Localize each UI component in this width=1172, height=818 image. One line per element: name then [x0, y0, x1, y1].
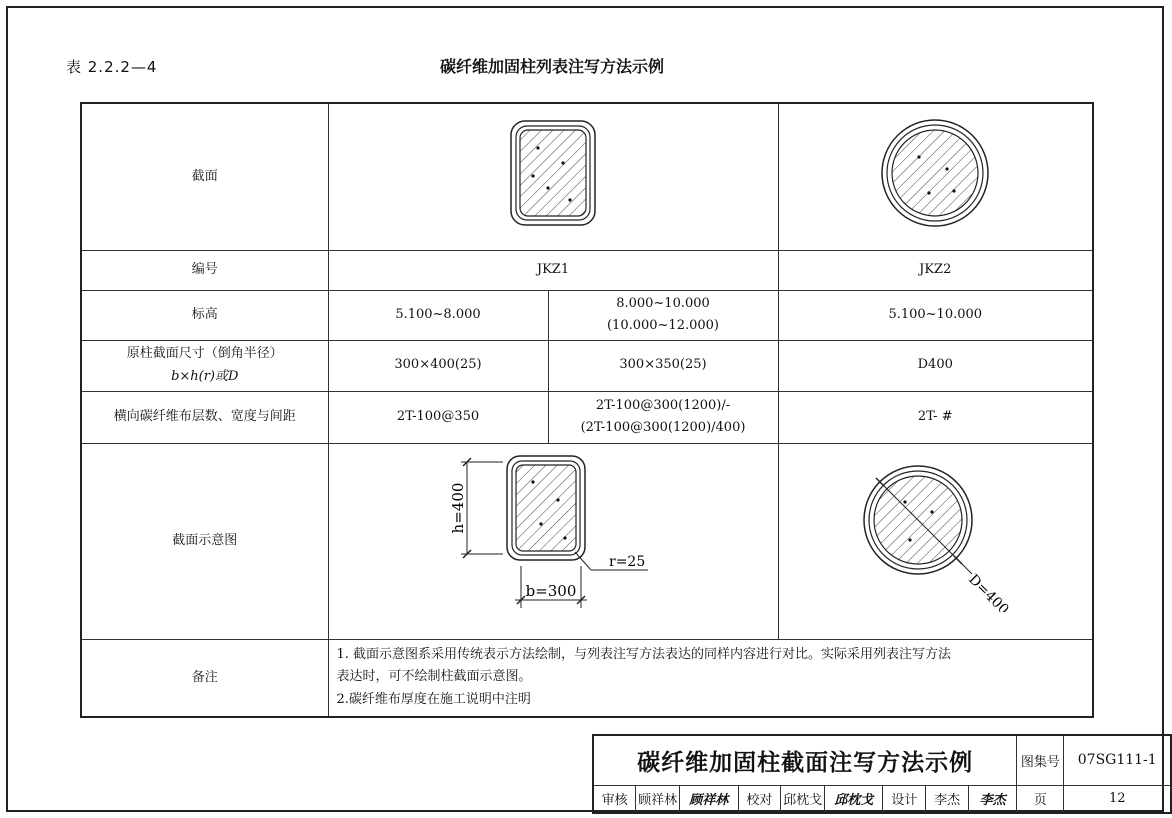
size-1: 300×400(25) [328, 340, 548, 391]
size-label-line1: 原柱截面尺寸（倒角半径） [126, 346, 283, 362]
note-1a: 1. 截面示意图系采用传统表示方法绘制，与列表注写方法表达的同样内容进行对比。实际采用列表注写方法 [336, 646, 952, 662]
notes-cell [328, 639, 1093, 717]
reviewer-signature: 顾祥林 [679, 785, 738, 813]
size-label [81, 340, 328, 391]
dim-r-label: r=25 [609, 553, 646, 570]
designer-signature: 李杰 [968, 785, 1016, 813]
size-2: 300×350(25) [548, 340, 778, 391]
circle-sketch-drawing [860, 462, 1010, 612]
id-jkz1: JKZ1 [328, 250, 778, 290]
elevation-2 [548, 290, 778, 340]
table-row [81, 250, 1093, 290]
table-row [81, 391, 1093, 443]
layers-2 [548, 391, 778, 443]
review-label: 审核 [593, 785, 636, 813]
elevation-1: 5.100~8.000 [328, 290, 548, 340]
check-label: 校对 [738, 785, 781, 813]
elevation-label: 标高 [81, 290, 328, 340]
dim-d-label: D=400 [965, 571, 1011, 612]
elevation-3: 5.100~10.000 [778, 290, 1093, 340]
drawing-title: 碳纤维加固柱截面注写方法示例 [593, 735, 1017, 785]
rect-sketch-drawing [423, 452, 683, 622]
checker-signature: 邱枕戈 [824, 785, 883, 813]
page-label: 页 [1017, 785, 1064, 813]
notes-label: 备注 [81, 639, 328, 717]
layers-3: 2T- # [778, 391, 1093, 443]
page-number: 12 [1064, 785, 1171, 813]
layers-2a: 2T-100@300(1200)/- [595, 397, 731, 413]
table-row [81, 290, 1093, 340]
dim-b-label: b=300 [525, 581, 577, 600]
table-row [81, 103, 1093, 250]
reviewer-name: 顾祥林 [636, 785, 680, 813]
title-block [592, 734, 1172, 814]
elevation-2a: 8.000~10.000 [616, 295, 710, 311]
section-label: 截面 [81, 103, 328, 250]
section-jkz1-cell [328, 103, 778, 250]
table-number: 表 2.2.2—4 [66, 58, 158, 76]
note-2: 2.碳纤维布厚度在施工说明中注明 [336, 692, 531, 708]
rect-section-icon [508, 118, 598, 228]
layers-1: 2T-100@350 [328, 391, 548, 443]
note-1b: 表达时，可不绘制柱截面示意图。 [336, 669, 532, 685]
id-jkz2: JKZ2 [778, 250, 1093, 290]
sketch-jkz1-cell [328, 443, 778, 639]
sketch-label: 截面示意图 [81, 443, 328, 639]
layers-label: 横向碳纤维布层数、宽度与间距 [81, 391, 328, 443]
table-row [81, 639, 1093, 717]
layers-2b: (2T-100@300(1200)/400) [580, 420, 746, 435]
dim-h-label: h=400 [449, 482, 467, 534]
designer-name: 李杰 [926, 785, 969, 813]
page-title: 碳纤维加固柱列表注写方法示例 [440, 57, 665, 76]
atlas-label: 图集号 [1017, 735, 1064, 785]
checker-name: 邱枕戈 [781, 785, 825, 813]
size-3: D400 [778, 340, 1093, 391]
elevation-2b: (10.000~12.000) [606, 318, 719, 333]
table-row [81, 340, 1093, 391]
size-label-line2: b×h(r)或D [171, 368, 239, 384]
atlas-number: 07SG111-1 [1064, 735, 1171, 785]
id-label: 编号 [81, 250, 328, 290]
section-jkz2-cell [778, 103, 1093, 250]
circle-section-icon [879, 117, 991, 229]
table-row [81, 443, 1093, 639]
design-label: 设计 [883, 785, 926, 813]
column-annotation-table [80, 102, 1094, 718]
sketch-jkz2-cell [778, 443, 1093, 639]
